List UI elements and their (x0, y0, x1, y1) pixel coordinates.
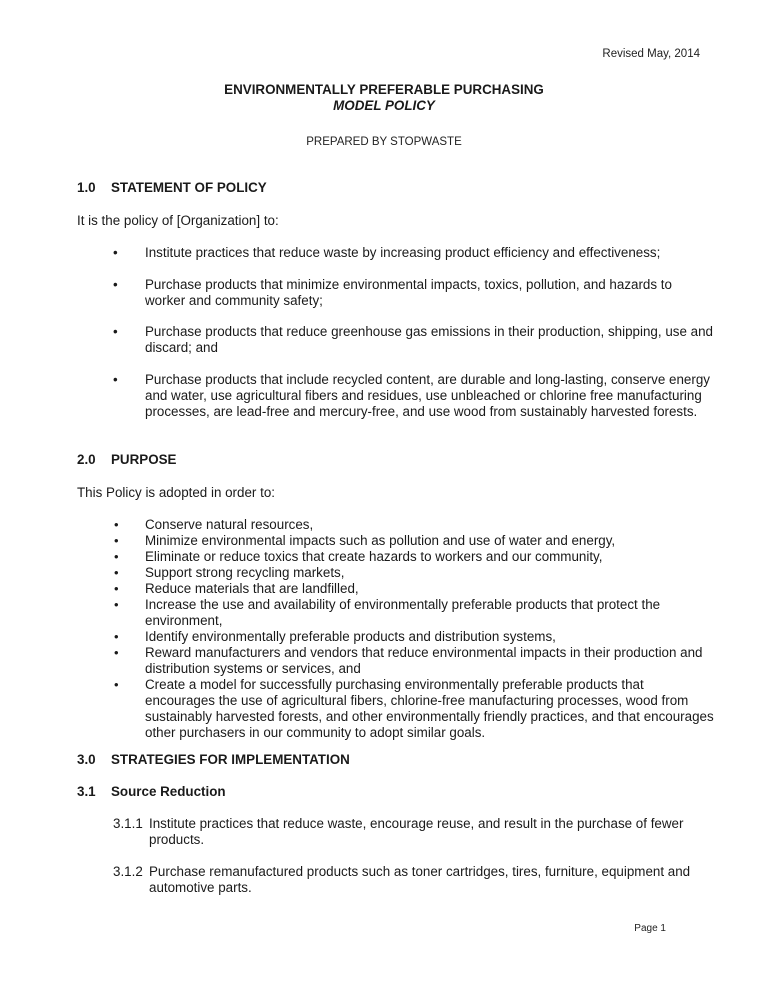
section-number: 3.0 (77, 752, 96, 767)
page-number: Page 1 (634, 923, 666, 934)
bullet-icon: • (114, 565, 119, 580)
prepared-by: PREPARED BY STOPWASTE (306, 136, 462, 148)
bullet-icon: • (114, 517, 119, 532)
bullet-icon: • (114, 677, 119, 692)
section-number: 1.0 (77, 180, 96, 195)
section-title: Source Reduction (111, 784, 226, 799)
section-title: STATEMENT OF POLICY (111, 180, 267, 195)
document-subtitle: MODEL POLICY (333, 98, 435, 113)
section-number: 3.1 (77, 784, 96, 799)
bullet-icon: • (114, 549, 119, 564)
item-number: 3.1.2 (113, 864, 143, 879)
section-title: STRATEGIES FOR IMPLEMENTATION (111, 752, 350, 767)
bullet-icon: • (114, 645, 119, 660)
bullet-icon: • (114, 597, 119, 612)
section-2-intro: This Policy is adopted in order to: (77, 485, 275, 500)
document-title: ENVIRONMENTALLY PREFERABLE PURCHASING (224, 82, 544, 97)
section-1-intro: It is the policy of [Organization] to: (77, 213, 279, 228)
bullet-icon: • (113, 277, 118, 292)
bullet-icon: • (114, 581, 119, 596)
document-page: Revised May, 2014 ENVIRONMENTALLY PREFERABLE PURCHASING MODEL POLICY PREPARED BY STOPWASTE 1.0 STATEMENT OF POLICY It is the policy of [Organization] to: • Institute practices that reduce waste by increasing product efficiency and effectiveness; • Purchase products that minimize environmental impacts, toxics, pollution, and hazards to worker and community safety; • Purchase products that reduce greenhouse gas emissions in their production, shipping, use and discard; and • Purchase products that include recycled content, are durable and long-lasting, conserve energy and water, use agricultural fibers and residues, use unbleached or chlorine free manufacturing processes, are lead-free and mercury-free, and use wood from sustainably harvested forests. 2.0 PURPOSE This Policy is adopted in order to: • Conserve natural resources, • Minimize environmental impacts such as pollution and use of water and energy, • Eliminate or reduce toxics that create hazards to workers and our community, • Support strong recycling markets, • Reduce materials that are landfilled, • Increase the use and availability of environmentally preferable products that protect the environment, • Identify environmentally preferable products and distribution systems, • Reward manufacturers and vendors that reduce environmental impacts in their production and distribution systems or services, and • Create a model for successfully purchasing environmentally preferable products that encourages the use of agricultural fibers, chlorine-free manufacturing processes, wood from sustainably harvested forests, and other environmentally friendly practices, and that encourages other purchasers in our community to adopt similar goals. 3.0 STRATEGIES FOR IMPLEMENTATION 3.1 Source Reduction 3.1.1 Institute practices that reduce waste, encourage reuse, and result in the purchase of fewer products. 3.1.2 Purchase remanufactured products such as toner cartridges, tires, furniture, equipment and automotive parts. Page 1 (0, 0, 768, 994)
bullet-icon: • (113, 324, 118, 339)
bullet-icon: • (113, 372, 118, 387)
bullet-icon: • (114, 629, 119, 644)
revision-date: Revised May, 2014 (602, 48, 700, 60)
section-title: PURPOSE (111, 452, 177, 467)
bullet-icon: • (114, 533, 119, 548)
section-number: 2.0 (77, 452, 96, 467)
bullet-icon: • (113, 245, 118, 260)
item-number: 3.1.1 (113, 816, 143, 831)
